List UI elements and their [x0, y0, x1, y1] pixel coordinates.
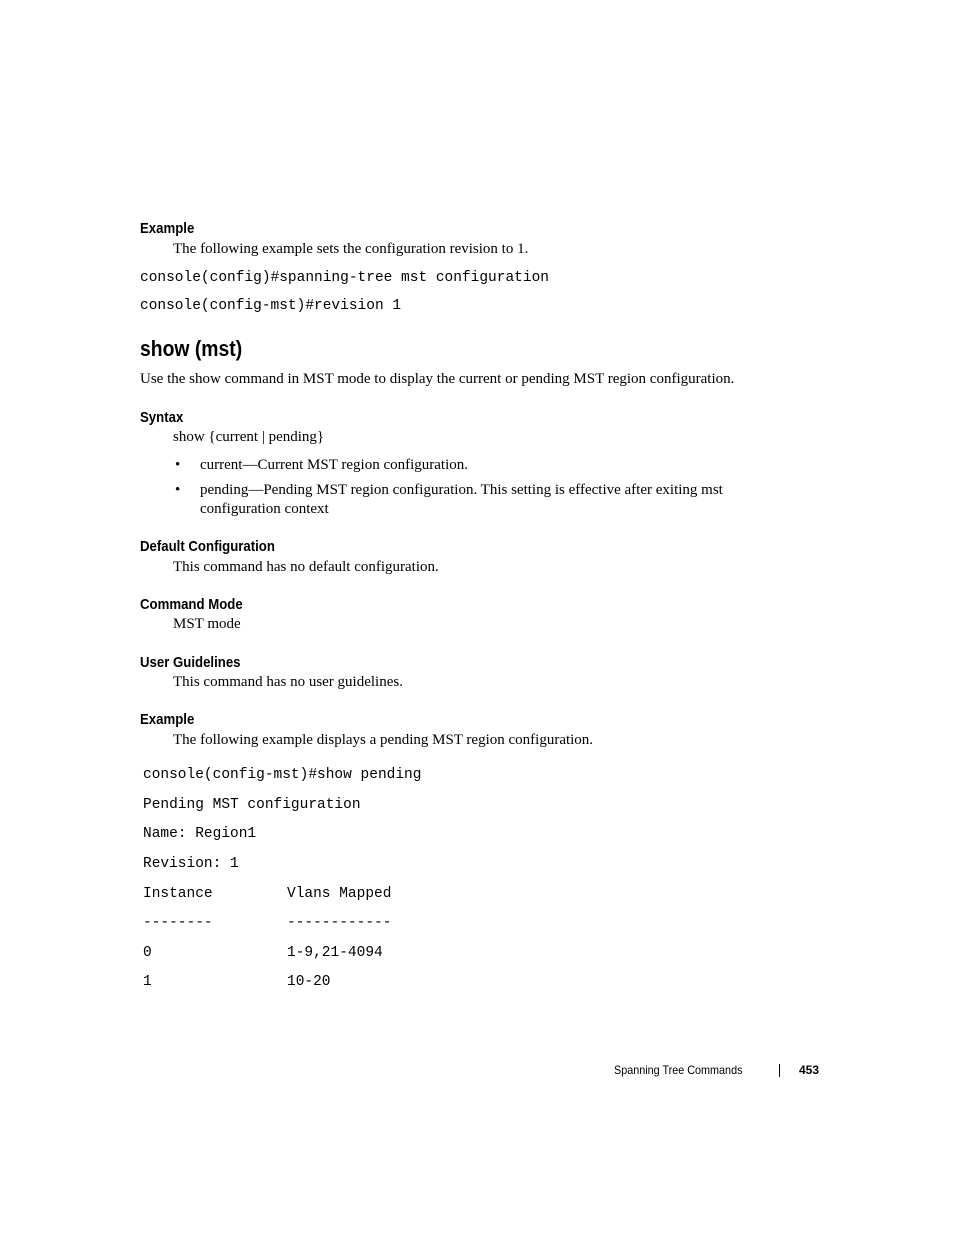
param-name: pending: [200, 482, 249, 498]
example-description: The following example sets the configuration revision to 1.: [173, 241, 529, 257]
code-line: console(config-mst)#revision 1: [140, 298, 402, 314]
code-line: Pending MST configuration: [143, 797, 361, 813]
page-number: 453: [799, 1063, 820, 1077]
intro-suffix: command in MST mode to display the current or pending MST region configuration.: [220, 371, 735, 387]
table-cell: 0: [143, 945, 152, 961]
code-line: console(config-mst)#show pending: [143, 767, 422, 783]
syntax-line: show {current | pending}: [173, 429, 325, 445]
footer-divider: [779, 1064, 780, 1077]
param-item: [200, 482, 723, 499]
example-description: The following example displays a pending MST region configuration.: [173, 732, 594, 748]
example-heading: Example: [140, 711, 195, 728]
example-heading: Example: [140, 220, 195, 237]
default-config-heading: Default Configuration: [140, 538, 275, 555]
table-header: Instance: [143, 886, 213, 902]
table-separator: ------------: [287, 915, 392, 931]
param-desc: —Current MST region configuration.: [242, 457, 469, 473]
user-guidelines-heading: User Guidelines: [140, 654, 241, 671]
user-guidelines-text: This command has no user guidelines.: [173, 674, 403, 690]
default-config-text: This command has no default configuration.: [173, 559, 439, 575]
param-desc: —Pending MST region configuration. This setting is effective after exiting mst: [248, 482, 723, 498]
intro-command: show: [189, 371, 221, 387]
table-cell: 1: [143, 974, 152, 990]
table-header: Vlans Mapped: [287, 886, 392, 902]
code-line: console(config)#spanning-tree mst configuration: [140, 270, 549, 286]
table-cell: 1-9,21-4094: [287, 945, 383, 961]
param-desc-continued: configuration context: [200, 501, 329, 517]
footer-section: Spanning Tree Commands: [614, 1063, 743, 1077]
table-separator: --------: [143, 915, 213, 931]
command-title: show (mst): [140, 336, 243, 361]
syntax-heading: Syntax: [140, 409, 184, 426]
command-intro: [140, 371, 734, 388]
code-line: Revision: 1: [143, 856, 239, 872]
command-mode-heading: Command Mode: [140, 596, 243, 613]
code-line: Name: Region1: [143, 826, 257, 842]
command-mode-text: MST mode: [173, 616, 241, 632]
bullet: •: [175, 482, 181, 498]
intro-prefix: Use the: [140, 371, 190, 387]
table-cell: 10-20: [287, 974, 331, 990]
param-item: [200, 457, 468, 474]
bullet: •: [175, 457, 181, 473]
param-name: current: [200, 457, 243, 473]
